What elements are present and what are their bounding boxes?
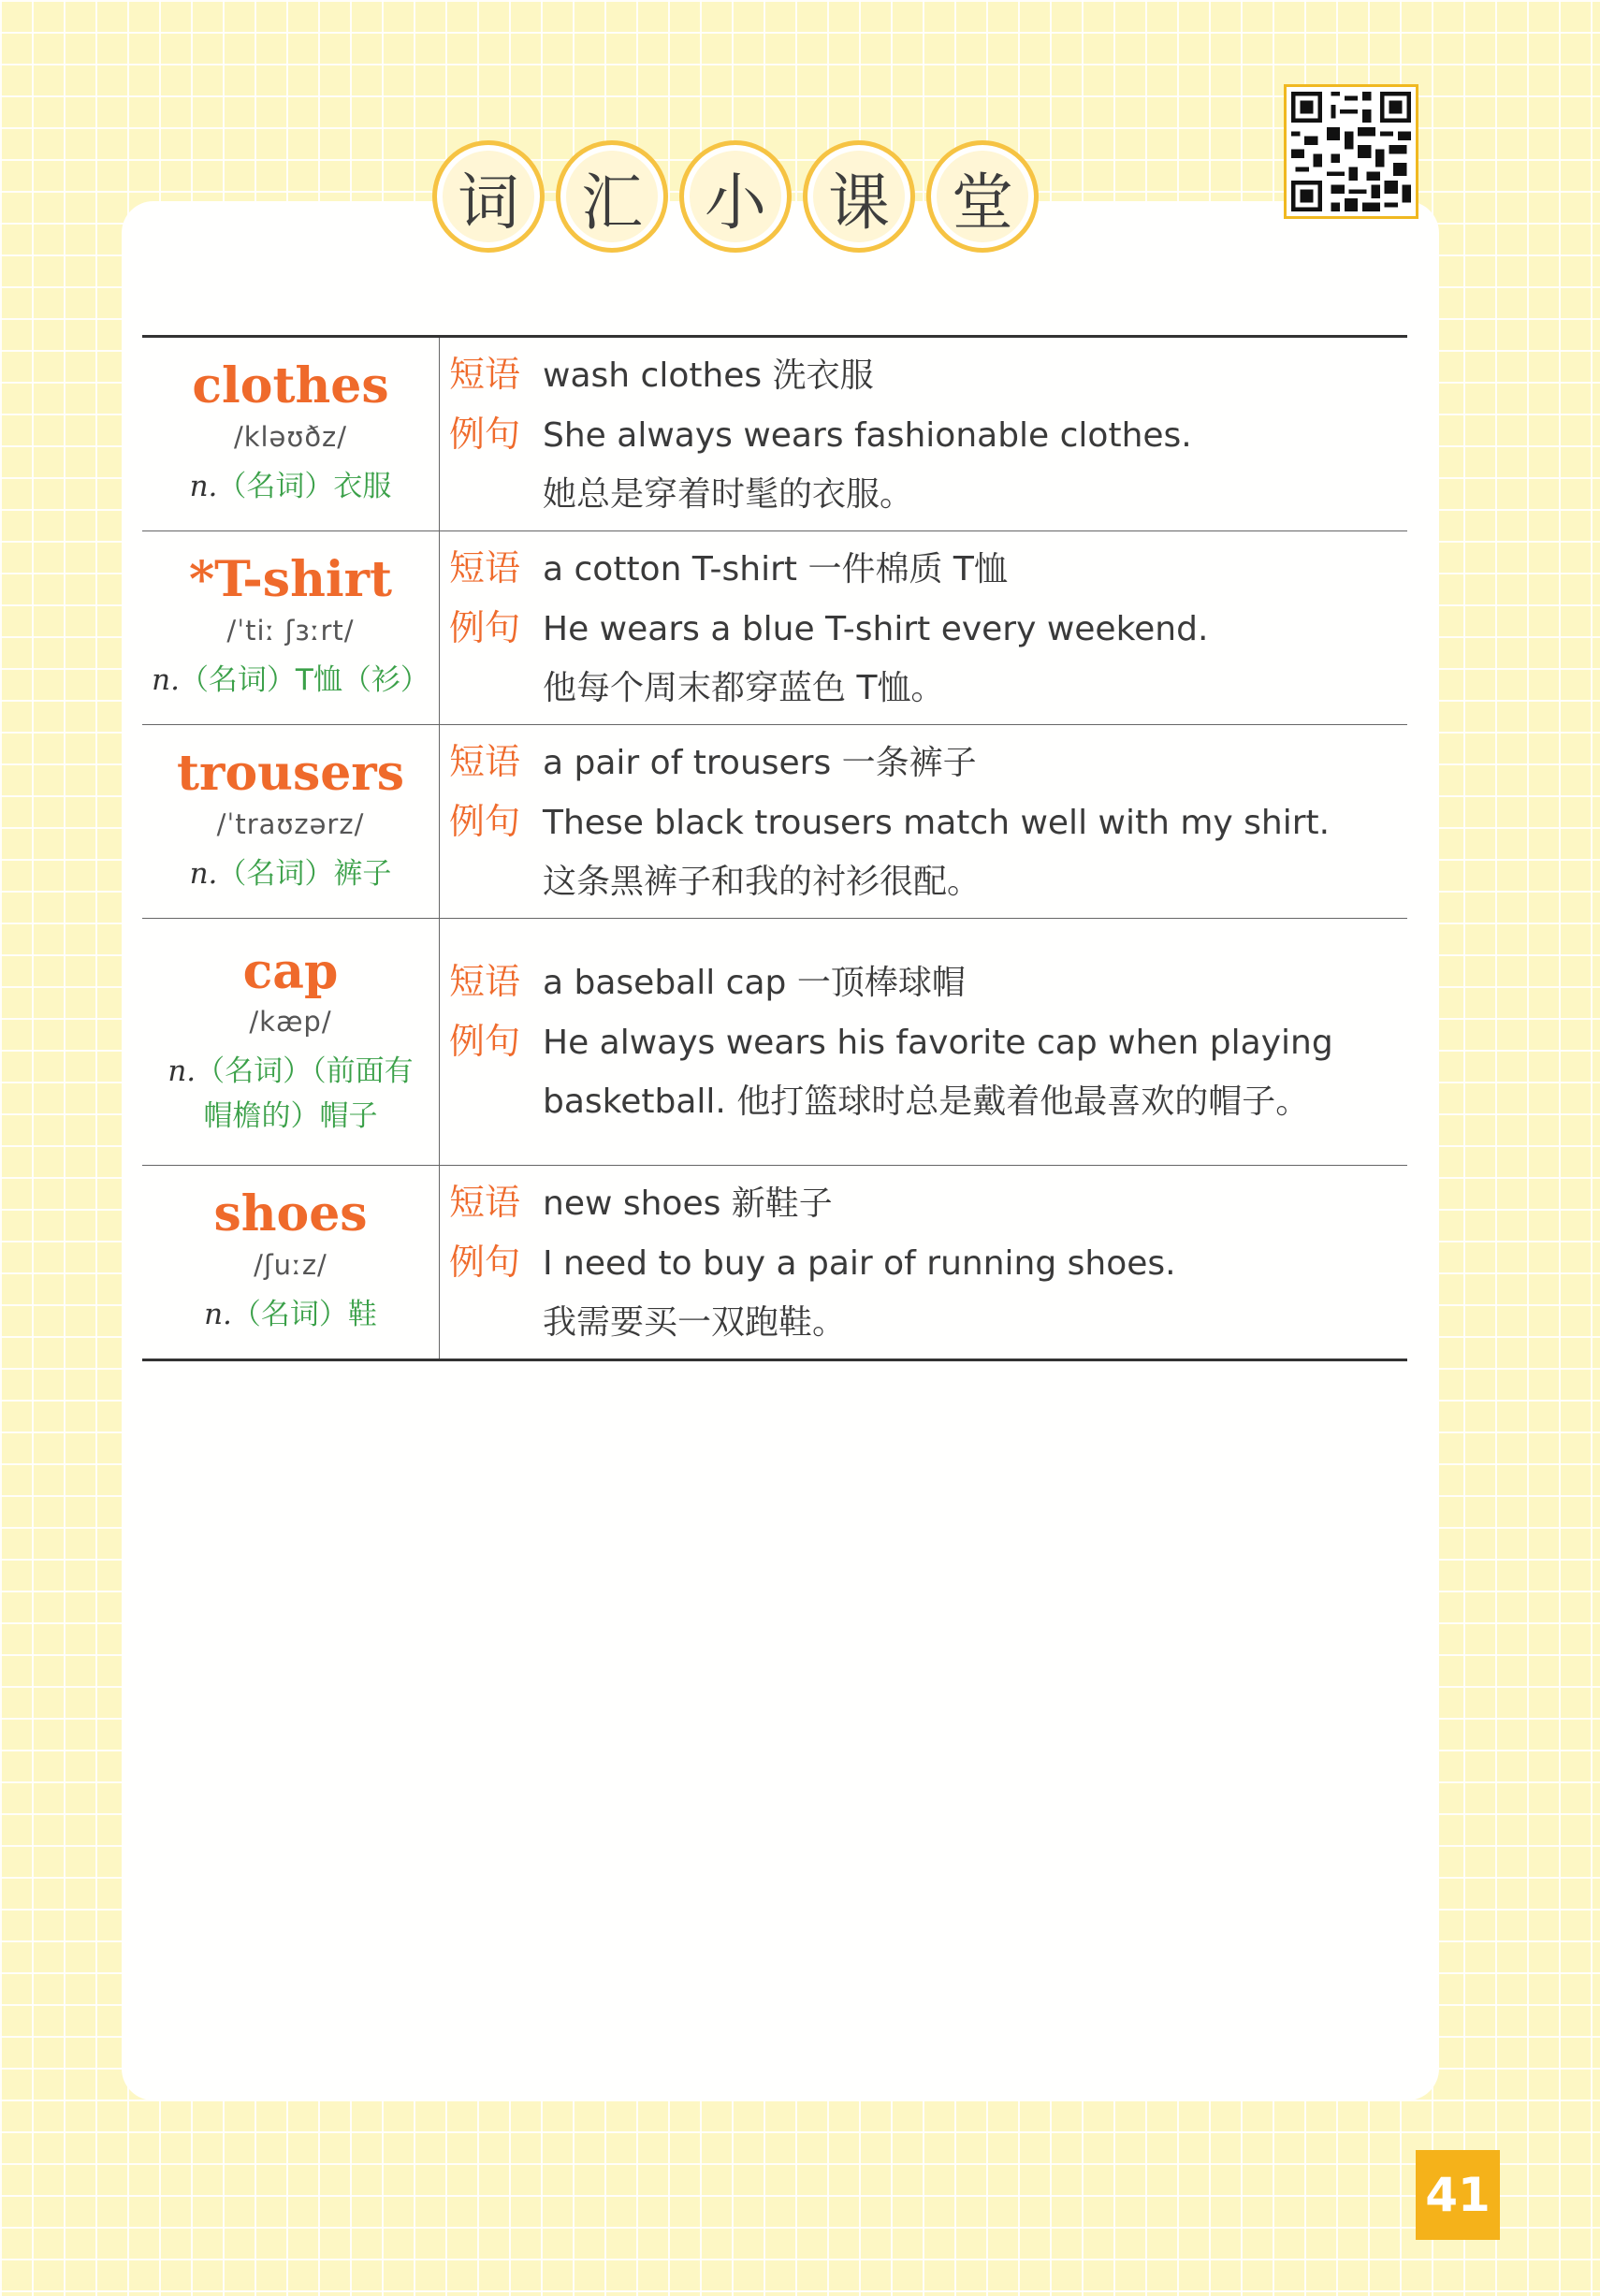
pos-meaning: （名词）裤子: [217, 856, 392, 891]
pos-meaning: （名词）T恤（衫）: [179, 662, 429, 697]
phonetic: /ʃuːz/: [254, 1248, 327, 1281]
usage-cell: [440, 1166, 1407, 1359]
example-line: He wears a blue T-shirt every weekend.: [543, 609, 1209, 648]
part-of-speech: [190, 851, 392, 896]
pos-meaning: （名词）（前面有: [196, 1054, 414, 1089]
phrase-label: 短语: [449, 740, 521, 782]
phrase: a cotton T-shirt 一件棉质 T恤: [543, 549, 1008, 589]
pos-abbr: n.: [189, 856, 218, 891]
phrase: a pair of trousers 一条裤子: [543, 743, 977, 782]
example-line: 她总是穿着时髦的衣服。: [543, 474, 914, 514]
phrase-label: 短语: [449, 546, 521, 589]
pos-abbr: n.: [152, 662, 180, 697]
part-of-speech: [152, 658, 429, 703]
phrase-label: 短语: [449, 353, 521, 395]
example-label: 例句: [449, 606, 521, 648]
example-line: 这条黑裤子和我的衬衫很配。: [543, 862, 982, 901]
headword: shoes: [213, 1185, 368, 1243]
phrase: a baseball cap 一顶棒球帽: [543, 964, 966, 1002]
word-cell: [142, 338, 440, 530]
pos-meaning: （名词）鞋: [231, 1297, 377, 1331]
part-of-speech: [204, 1292, 377, 1337]
pos-abbr: n.: [189, 469, 218, 503]
title-char: 小: [679, 140, 792, 253]
vocab-row-cap: [142, 919, 1407, 1166]
vocab-row-shoes: [142, 1166, 1407, 1359]
word-cell: [142, 531, 440, 724]
pos-meaning: （名词）衣服: [217, 469, 392, 503]
headword: *T-shirt: [188, 551, 393, 609]
usage-cell: [440, 338, 1407, 530]
example-label: 例句: [449, 1241, 521, 1283]
page-number: 41: [1416, 2150, 1500, 2240]
phrase: new shoes 新鞋子: [543, 1184, 833, 1223]
example-line: He always wears his favorite cap when playing: [543, 1024, 1333, 1062]
example-line: I need to buy a pair of running shoes.: [543, 1243, 1176, 1283]
section-title: [432, 140, 1039, 253]
phrase: wash clothes 洗衣服: [543, 356, 874, 395]
vocab-row-trousers: [142, 725, 1407, 919]
headword: trousers: [177, 745, 404, 803]
vocabulary-table: [142, 335, 1407, 1361]
pos-abbr: n.: [204, 1297, 232, 1331]
title-char: 课: [803, 140, 915, 253]
word-cell: [142, 1166, 440, 1359]
example-line: 我需要买一双跑鞋。: [543, 1302, 847, 1342]
example-line: 他每个周末都穿蓝色 T恤。: [543, 668, 945, 707]
phonetic: /kæp/: [249, 1006, 332, 1039]
part-of-speech: [190, 464, 392, 509]
title-char: 词: [432, 140, 545, 253]
headword: cap: [242, 942, 339, 1000]
phonetic: /ˈtraʊzərz/: [216, 807, 365, 840]
usage-cell: [440, 531, 1407, 724]
example-label: 例句: [449, 1021, 521, 1062]
phrase-label: 短语: [449, 961, 521, 1002]
pos-abbr: n.: [167, 1054, 196, 1089]
example-line: She always wears fashionable clothes.: [543, 415, 1192, 455]
phonetic: /kləʊðz/: [233, 420, 348, 453]
title-char: 汇: [556, 140, 668, 253]
word-cell: [142, 725, 440, 918]
vocab-row-t-shirt: [142, 531, 1407, 725]
pos-meaning-cont: 帽檐的）帽子: [203, 1099, 378, 1134]
example-label: 例句: [449, 413, 521, 455]
vocab-row-clothes: [142, 338, 1407, 531]
part-of-speech: [167, 1049, 413, 1139]
qr-code-icon[interactable]: [1284, 84, 1418, 219]
phonetic: /ˈtiː ʃɜːrt/: [226, 614, 355, 647]
phrase-label: 短语: [449, 1181, 521, 1223]
example-line: These black trousers match well with my shirt.: [543, 803, 1331, 842]
word-cell: [142, 919, 440, 1165]
title-char: 堂: [926, 140, 1039, 253]
example-label: 例句: [449, 800, 521, 842]
headword: clothes: [192, 357, 389, 415]
usage-cell: [440, 725, 1407, 918]
usage-cell: [440, 919, 1407, 1165]
example-line: basketball. 他打篮球时总是戴着他最喜欢的帽子。: [543, 1083, 1310, 1121]
